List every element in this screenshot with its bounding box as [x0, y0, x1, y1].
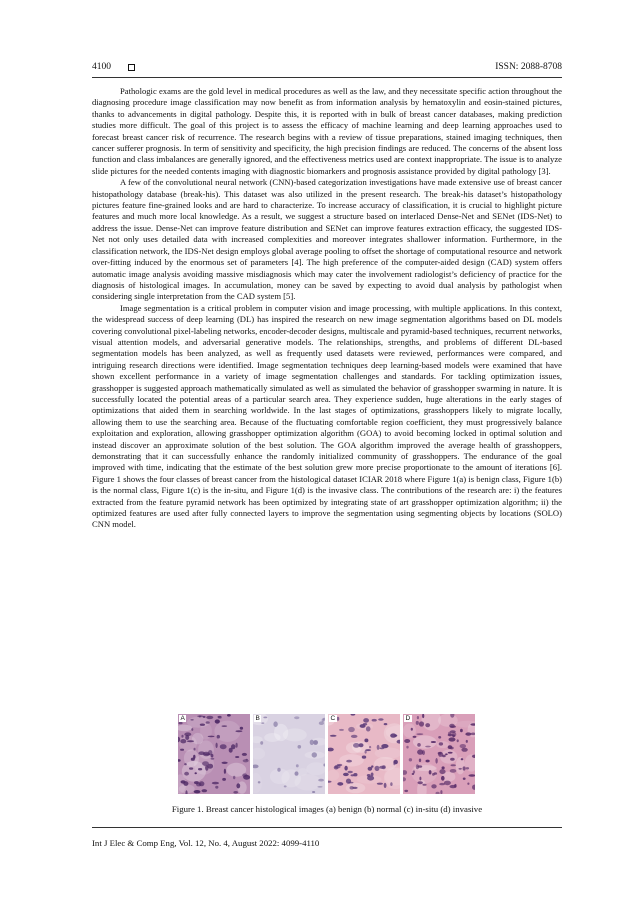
cell-nucleus [194, 790, 201, 793]
cell-nucleus [222, 762, 228, 764]
cell-nucleus [312, 752, 317, 757]
cell-nucleus [463, 778, 466, 780]
cell-nucleus [460, 744, 466, 748]
figure-panel-a [178, 714, 250, 794]
cell-nucleus [310, 740, 314, 745]
header-rule [92, 77, 562, 78]
panel-label-d: D [405, 715, 411, 722]
cell-nucleus [319, 721, 324, 725]
cell-nucleus [334, 765, 340, 769]
cell-nucleus [178, 722, 182, 724]
cell-nucleus [339, 729, 344, 731]
cell-nucleus [353, 743, 360, 748]
cell-nucleus [202, 761, 209, 766]
cell-nucleus [208, 736, 215, 738]
cell-nucleus [189, 767, 193, 769]
cell-nucleus [202, 789, 208, 792]
cell-nucleus [390, 782, 392, 786]
cell-nucleus [364, 739, 368, 743]
cell-nucleus [180, 739, 186, 743]
cell-nucleus [233, 791, 238, 794]
cell-nucleus [425, 746, 431, 748]
cell-nucleus [317, 786, 322, 788]
cell-nucleus [448, 745, 452, 749]
cell-nucleus [206, 721, 210, 724]
stroma-patch [411, 763, 437, 784]
cell-nucleus [425, 723, 430, 727]
cell-nucleus [379, 766, 385, 769]
cell-nucleus [411, 728, 413, 731]
cell-nucleus [351, 735, 358, 738]
cell-nucleus [183, 781, 188, 786]
cell-nucleus [439, 742, 443, 745]
cell-nucleus [418, 781, 423, 784]
cell-nucleus [258, 781, 261, 783]
cell-nucleus [246, 759, 248, 761]
page-header [92, 62, 562, 76]
cell-nucleus [195, 772, 197, 774]
cell-nucleus [435, 758, 437, 764]
cell-nucleus [450, 769, 457, 773]
cell-nucleus [313, 740, 318, 745]
cell-nucleus [431, 741, 436, 743]
cell-nucleus [445, 753, 448, 755]
cell-nucleus [184, 772, 189, 776]
cell-nucleus [350, 786, 354, 789]
cell-nucleus [375, 766, 380, 771]
cell-nucleus [330, 735, 337, 737]
cell-nucleus [459, 768, 462, 770]
cell-nucleus [199, 716, 201, 718]
cell-nucleus [439, 769, 445, 774]
cell-nucleus [413, 736, 417, 738]
cell-nucleus [211, 758, 215, 760]
cell-nucleus [442, 766, 445, 769]
figure-panel-c [328, 714, 400, 794]
cell-nucleus [390, 733, 396, 737]
cell-nucleus [191, 728, 193, 731]
issn-label: ISSN: 2088-8708 [495, 62, 562, 72]
panel-label-c: C [330, 715, 336, 722]
cell-nucleus [377, 745, 380, 750]
cell-nucleus [185, 735, 189, 740]
cell-nucleus [439, 783, 445, 785]
cell-nucleus [372, 719, 377, 722]
figure-caption: Figure 1. Breast cancer histological images (a) benign (b) normal (c) in-situ (d) invasive [171, 804, 483, 814]
cell-nucleus [413, 770, 415, 773]
cell-nucleus [294, 716, 299, 719]
cell-nucleus [367, 776, 374, 781]
cell-nucleus [263, 717, 267, 719]
cell-nucleus [463, 766, 466, 770]
cell-nucleus [449, 724, 455, 728]
cell-nucleus [235, 756, 239, 758]
cell-nucleus [227, 714, 231, 717]
cell-nucleus [409, 758, 412, 761]
cell-nucleus [438, 736, 441, 739]
cell-nucleus [417, 765, 422, 767]
cell-nucleus [199, 781, 205, 786]
cell-nucleus [298, 745, 302, 749]
cell-nucleus [222, 778, 226, 781]
cell-nucleus [206, 716, 213, 719]
cell-nucleus [220, 744, 227, 749]
cell-nucleus [191, 758, 195, 761]
cell-nucleus [426, 760, 430, 763]
cell-nucleus [460, 729, 463, 733]
cell-nucleus [444, 781, 451, 786]
cell-nucleus [360, 724, 366, 728]
cell-nucleus [353, 773, 357, 776]
cell-nucleus [215, 719, 220, 723]
cell-nucleus [224, 769, 226, 774]
cell-nucleus [377, 783, 383, 785]
cell-nucleus [422, 784, 426, 786]
cell-nucleus [231, 744, 235, 749]
panel-label-a: A [180, 715, 185, 722]
cell-nucleus [312, 791, 315, 793]
cell-nucleus [438, 752, 442, 755]
stroma-patch [456, 757, 465, 774]
cell-nucleus [451, 764, 456, 766]
cell-nucleus [378, 718, 383, 721]
cell-nucleus [406, 746, 408, 749]
cell-nucleus [441, 776, 445, 781]
cell-nucleus [348, 782, 353, 784]
cell-nucleus [417, 716, 419, 719]
cell-nucleus [242, 753, 247, 756]
cell-nucleus [442, 755, 446, 758]
histology-image-b [253, 714, 325, 794]
figure-panel-d [403, 714, 475, 794]
cell-nucleus [212, 782, 219, 785]
cell-nucleus [434, 772, 438, 775]
cell-nucleus [450, 758, 455, 761]
cell-nucleus [346, 760, 352, 763]
cell-nucleus [466, 740, 468, 743]
stroma-patch [403, 724, 416, 738]
cell-nucleus [277, 768, 280, 772]
cell-nucleus [465, 732, 471, 735]
panel-label-b: B [255, 715, 260, 722]
cell-nucleus [431, 784, 436, 788]
cell-nucleus [419, 759, 421, 763]
cell-nucleus [218, 716, 222, 719]
cell-nucleus [384, 783, 387, 788]
cell-nucleus [366, 726, 371, 731]
cell-nucleus [194, 748, 196, 751]
cell-nucleus [203, 716, 206, 718]
cell-nucleus [369, 746, 371, 748]
stroma-patch [295, 774, 321, 790]
cell-nucleus [215, 786, 218, 789]
cell-nucleus [216, 743, 218, 748]
histology-image-c [328, 714, 400, 794]
cell-nucleus [200, 724, 205, 726]
cell-nucleus [343, 773, 349, 776]
cell-nucleus [416, 721, 419, 725]
cell-nucleus [344, 766, 347, 771]
cell-nucleus [416, 733, 423, 735]
cell-nucleus [419, 777, 421, 781]
figure-1 [178, 714, 476, 794]
cell-nucleus [452, 732, 456, 737]
cell-nucleus [235, 730, 242, 732]
histology-image-d [403, 714, 475, 794]
cell-nucleus [461, 758, 464, 760]
histology-image-a [178, 714, 250, 794]
cell-nucleus [393, 760, 395, 765]
cell-nucleus [363, 718, 369, 723]
cell-nucleus [194, 781, 199, 784]
cell-nucleus [284, 785, 287, 787]
cell-nucleus [318, 779, 324, 782]
cell-nucleus [371, 773, 374, 777]
figure-panel-b [253, 714, 325, 794]
cell-nucleus [233, 776, 235, 779]
cell-nucleus [449, 737, 456, 741]
cell-nucleus [296, 764, 299, 767]
stroma-patch [339, 754, 364, 766]
cell-nucleus [419, 721, 424, 726]
cell-nucleus [261, 722, 264, 724]
cell-nucleus [417, 743, 421, 747]
cell-nucleus [240, 727, 243, 730]
cell-nucleus [450, 785, 457, 788]
cell-nucleus [348, 727, 355, 732]
cell-nucleus [236, 783, 240, 788]
cell-nucleus [466, 767, 469, 769]
cell-nucleus [371, 765, 373, 767]
cell-nucleus [362, 756, 366, 759]
stroma-patch [438, 714, 458, 727]
cell-nucleus [184, 763, 187, 765]
cell-nucleus [404, 739, 410, 743]
cell-nucleus [381, 744, 388, 748]
cell-nucleus [203, 752, 210, 757]
footer-rule [92, 827, 562, 828]
cell-nucleus [384, 723, 388, 725]
cell-nucleus [236, 743, 238, 748]
cell-nucleus [404, 790, 408, 792]
cell-nucleus [180, 749, 184, 751]
paragraph-3: Image segmentation is a critical problem in computer vision and image processing, with multiple applications. In this context, the widespread success of deep learning (DL) has inspired the research on new image segmentation algorithms based on DL models covering convolutional pixel-labeling networks, encoder-decoder designs, multiscale and pyramid-based techniques, recurrent networks, visual attention models, and adversarial generative models. The relationships, strengths, and problems of different DL-based segmentation models has been analyzed, as well as frequently used datasets were reviewed, performances were compared, and intriguing research directions were identified. Image segmentation techniques deep learning-based models were examined that have shown excellent performance in a variety of image segmentation challenges and standards. For tackling optimization issues, grasshopper is suggested approach mathematically simulated as well as simulated the behavior of grasshopper swarming in nature. It is successfully located the potential areas of a particular search area. They experience sudden, huge alterations in the early stages of optimizations that aided them in searching worldwide. In the last stages of optimizations, grasshoppers likely to migrate locally, allowing them to use the searching area. Because of the fluctuating comfortable region coefficient, they must progressively balance exploitation and exploration, allowing grasshopper optimization algorithm (GOA) to avoid becoming locked in optimal solution and instead discover an approximate solution of the best solution. The GOA algorithm improved the average health of grasshoppers, demonstrating that it can successfully enhance the randomly initialized community of grasshoppers. The endurance of the goal improved with time, indicating that the estimate of the best solution grew more precise proportionate to the amount of iterations [6]. Figure 1 shows the four classes of breast cancer from the histological dataset ICIAR 2018 where Figure 1(a) is benign class, Figure 1(b) is the normal class, Figure 1(c) is the in-situ, and Figure 1(d) is the invasive class. The contributions of the research are: i) the features extracted from the feature pyramid network has been optimized by integrating state of art grasshopper optimization algorithm; ii) the optimized features are used after fully connected layers to improve the segmentation using segmenting objects by locations (SOLO) CNN model. [92, 302, 562, 530]
paragraph-2: A few of the convolutional neural network (CNN)-based categorization investigations have made extensive use of breast cancer histopathology database (break-his). This dataset was also utilized in the present research. The break-his dataset’s histopathology pictures feature fine-grained looks and are hard to characterize. To increase accuracy of classification, it is crucial to highlight picture features and much more local knowledge. As a result, we suggest a structure based on interlaced Dense-Net and SENet (IDS-Net) to address the issue. Dense-Net can improve feature distribution and SENet can improve features extraction efficacy, the suggested IDS-Net not only uses detailed data with increased complexities and moreover integrates shallower information. Furthermore, in the classification network, the IDS-Net design employs global average pooling to offset the shortage of computational resource and network over-fitting induced by the enormous set of parameters [4]. The high preference of the computer-aided design (CAD) system offers automatic image analysis avoiding massive misdiagnosis which may cater the involvement radiologist’s deficiency of practice for the diagnosis of histological images. In accumulation, money can be saved by expecting to avoid dual analysis by pathologist when considering single interpretation from the CAD system [5]. [92, 177, 562, 302]
cell-nucleus [187, 740, 194, 742]
body-text [92, 86, 562, 531]
cell-nucleus [222, 725, 228, 727]
cell-nucleus [348, 771, 353, 774]
cell-nucleus [337, 782, 343, 786]
paragraph-1: Pathologic exams are the gold level in medical procedures as well as the law, and they necessitate specific action throughout the diagnosing procedure image classification may now benefit as from information analysis by hematoxylin and eosin-stained pictures, thanks to advancements in digital pathology. Despite this, it is reported with in bulk of breast cancer databases, making prediction studies more difficult. The goal of this project is to assess the efficacy of machine learning and deep learning approaches used to forecast breast cancer risk of recurrence. The research begins with a review of tissue preparations, stained imaging techniques, then cancer sufferer prognosis. In term of sensitivity and specificity, the high precision findings are reduced. The concerns of the absent loss function and class imbalances are generally ignored, and the effectiveness metrics used are context inappropriate. The issue is to analyze slide pictures for the needed contents imaging with diagnostic biomarkers and prognosis assistance provided by digital pathology [3]. [92, 86, 562, 176]
footer-citation: Int J Elec & Comp Eng, Vol. 12, No. 4, August 2022: 4099-4110 [92, 838, 320, 848]
cell-nucleus [467, 783, 469, 785]
cell-nucleus [457, 739, 459, 742]
cell-nucleus [181, 735, 183, 738]
square-box-icon [128, 64, 135, 71]
cell-nucleus [205, 765, 208, 771]
cell-nucleus [295, 771, 299, 775]
cell-nucleus [273, 721, 277, 727]
cell-nucleus [365, 749, 371, 751]
cell-nucleus [429, 770, 432, 774]
cell-nucleus [243, 775, 250, 780]
stroma-patch [192, 733, 203, 744]
cell-nucleus [417, 749, 423, 754]
cell-nucleus [461, 748, 467, 752]
cell-nucleus [260, 741, 263, 745]
cell-nucleus [448, 752, 453, 754]
cell-nucleus [190, 719, 193, 721]
page-number: 4100 [92, 62, 111, 72]
cell-nucleus [337, 717, 340, 721]
cell-nucleus [217, 735, 220, 739]
cell-nucleus [198, 768, 202, 770]
